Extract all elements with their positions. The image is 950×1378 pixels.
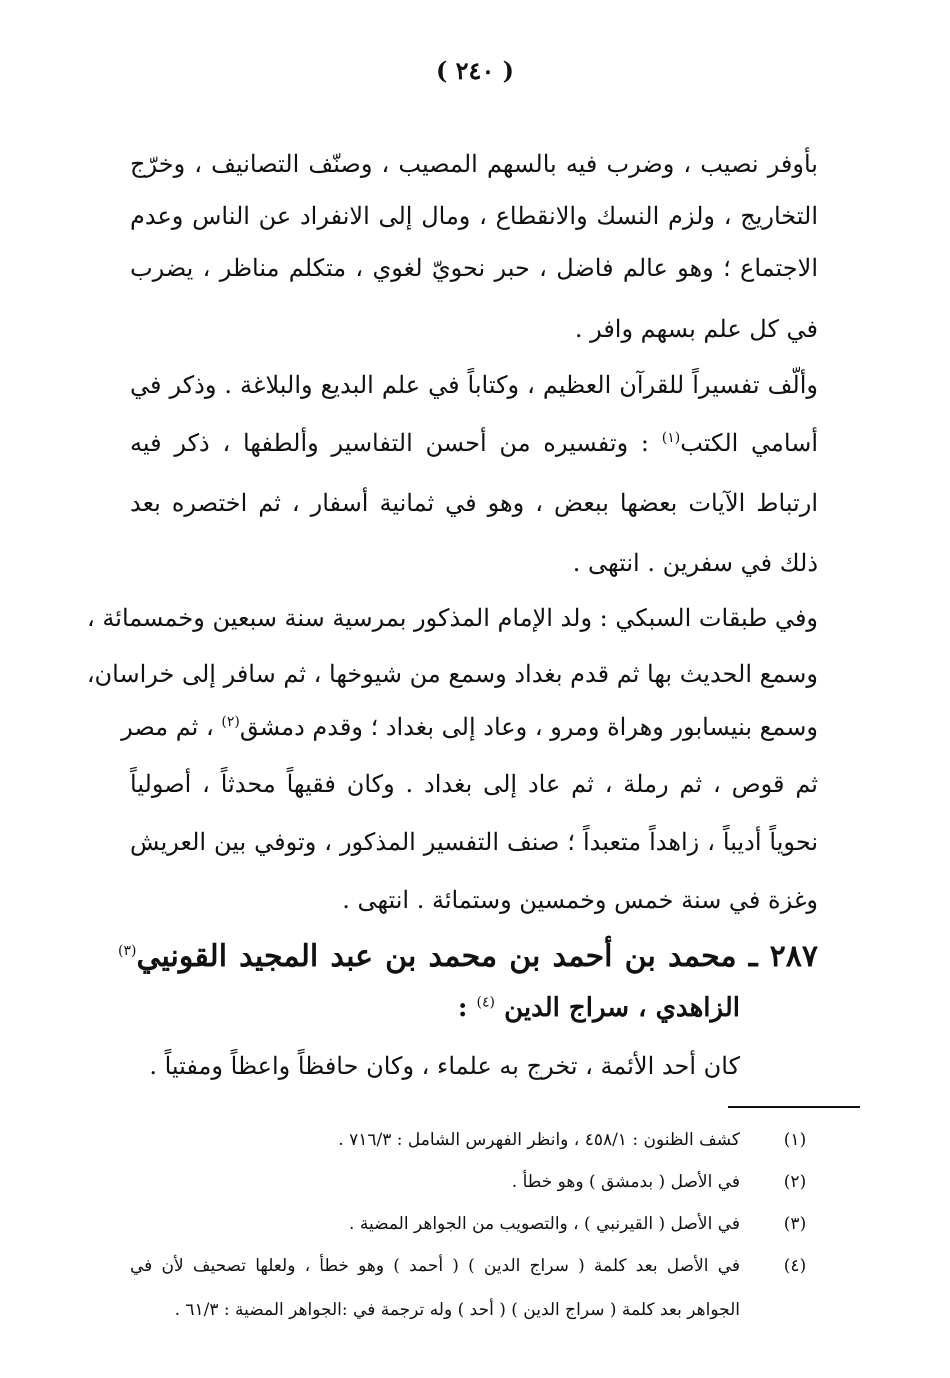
- entry-number: ٢٨٧ ـ: [748, 939, 818, 974]
- footnote-text: في الأصل ( القيرنبي ) ، والتصويب من الجواهر المضية .: [349, 1214, 740, 1234]
- footnote-3: [130, 1208, 820, 1240]
- entry-body: كان أحد الأئمة ، تخرج به علماء ، وكان حافظاً واعظاً ومفتياً .: [149, 1052, 740, 1080]
- footnote-marker-4[interactable]: (٤): [476, 994, 495, 1011]
- footnote-number: (١): [783, 1130, 807, 1150]
- body-line: نحوياً أديباً ، زاهداً متعبداً ؛ صنف التفسير المذكور ، وتوفي بين العريش: [130, 828, 818, 856]
- body-line: ثم قوص ، ثم رملة ، ثم عاد إلى بغداد . وكان فقيهاً محدثاً ، أصولياً: [130, 770, 818, 798]
- entry-subtitle: [458, 986, 740, 1030]
- body-line-segment: : وتفسيره من أحسن التفاسير وألطفها ، ذكر فيه: [130, 429, 662, 457]
- body-line: وألّف تفسيراً للقرآن العظيم ، وكتاباً في علم البديع والبلاغة . وذكر في: [130, 371, 818, 399]
- footnote-text: في الأصل ( بدمشق ) وهو خطأ .: [511, 1172, 740, 1192]
- body-line-segment: وسمع بنيسابور وهراة ومرو ، وعاد إلى بغداد ؛ وقدم دمشق: [239, 713, 818, 741]
- body-line-segment: ، ثم مصر: [121, 713, 222, 741]
- page-number: ( ٢٤٠ ): [435, 56, 515, 85]
- footnote-4: [130, 1250, 820, 1282]
- footnote-marker-2[interactable]: (٢): [221, 714, 240, 730]
- footnote-text: كشف الظنون : ٤٥٨/١ ، وانظر الفهرس الشامل : ٧١٦/٣ .: [338, 1130, 740, 1150]
- body-line: وسمع الحديث بها ثم قدم بغداد وسمع من شيوخها ، ثم سافر إلى خراسان،: [86, 660, 818, 688]
- footnote-marker-1[interactable]: (١): [661, 430, 681, 446]
- body-line-segment: أسامي الكتب: [680, 429, 818, 457]
- footnote-2: [130, 1166, 820, 1198]
- footnote-separator: [728, 1106, 860, 1108]
- footnote-number: (٣): [783, 1214, 807, 1234]
- body-line: ارتباط الآيات بعضها ببعض ، وهو في ثمانية أسفار ، ثم اختصره بعد: [130, 489, 818, 517]
- body-line: الاجتماع ؛ وهو عالم فاضل ، حبر نحويّ لغوي ، متكلم مناظر ، يضرب: [130, 254, 818, 282]
- entry-name: محمد بن أحمد بن محمد بن عبد المجيد القونيي: [136, 939, 737, 974]
- footnote-number: (٢): [783, 1172, 807, 1192]
- body-line-with-footnote: [130, 423, 818, 463]
- footnote-marker-3[interactable]: (٣): [118, 943, 137, 959]
- body-line: ذلك في سفرين . انتهى .: [572, 549, 818, 577]
- body-line: بأوفر نصيب ، وضرب فيه بالسهم المصيب ، وصنّف التصانيف ، وخرّج: [130, 150, 818, 178]
- footnote-text: في الأصل بعد كلمة ( سراج الدين ) ( أحمد ) وهو خطأ ، ولعلها تصحيف لأن في: [130, 1256, 740, 1276]
- footnote-number: (٤): [783, 1256, 807, 1276]
- entry-heading: [118, 934, 818, 980]
- body-line-with-footnote: [121, 707, 818, 747]
- body-line: التخاريج ، ولزم النسك والانقطاع ، ومال إلى الانفراد عن الناس وعدم: [130, 202, 818, 230]
- body-line: في كل علم بسهم وافر .: [574, 315, 818, 343]
- footnote-1: [130, 1124, 820, 1156]
- body-line: وغزة في سنة خمس وخمسين وستمائة . انتهى .: [342, 886, 818, 914]
- body-line: وفي طبقات السبكي : ولد الإمام المذكور بمرسية سنة سبعين وخمسمائة ،: [87, 604, 818, 632]
- entry-subtitle-colon: :: [457, 993, 477, 1023]
- footnote-4-continuation: الجواهر بعد كلمة ( سراج الدين ) ( أحد ) وله ترجمة في :الجواهر المضية : ٦١/٣ .: [174, 1300, 740, 1320]
- entry-subtitle-text: الزاهدي ، سراج الدين: [504, 993, 740, 1023]
